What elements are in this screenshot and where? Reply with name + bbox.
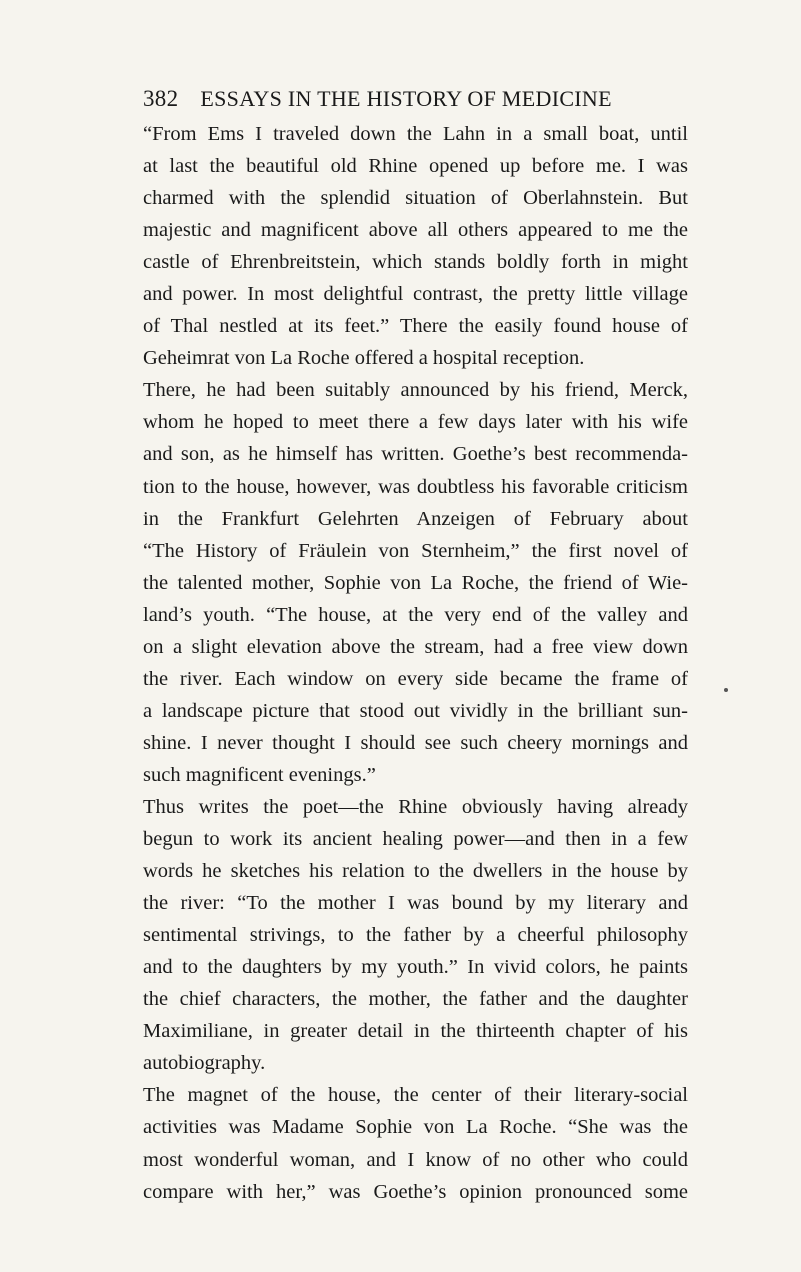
text-line: the chief characters, the mother, the father and the daughter	[143, 988, 688, 1011]
text-line: in the Frankfurt Gelehrten Anzeigen of February about	[143, 507, 688, 530]
page-header	[143, 86, 703, 116]
text-line: the talented mother, Sophie von La Roche, the friend of Wie-	[143, 571, 688, 594]
text-line: autobiography.	[143, 1052, 266, 1075]
text-line: Geheimrat von La Roche offered a hospital reception.	[143, 347, 585, 370]
text-line: land’s youth. “The house, at the very end of the valley and	[143, 603, 688, 626]
text-line: There, he had been suitably announced by his friend, Merck,	[143, 379, 688, 402]
text-line: of Thal nestled at its feet.” There the easily found house of	[143, 315, 688, 338]
text-line: most wonderful woman, and I know of no other who could	[143, 1148, 688, 1171]
text-line: activities was Madame Sophie von La Roche. “She was the	[143, 1116, 688, 1139]
running-head: ESSAYS IN THE HISTORY OF MEDICINE	[200, 86, 612, 111]
text-line: and power. In most delightful contrast, the pretty little village	[143, 283, 688, 306]
page-number: 382	[143, 86, 179, 111]
text-line: and to the daughters by my youth.” In vivid colors, he paints	[143, 956, 688, 979]
text-line: Thus writes the poet—the Rhine obviously having already	[143, 795, 688, 818]
text-line: sentimental strivings, to the father by a cheerful philosophy	[143, 924, 688, 947]
ink-speck	[724, 688, 728, 692]
text-line: such magnificent evenings.”	[143, 763, 376, 786]
text-line: the river. Each window on every side became the frame of	[143, 667, 688, 690]
text-line: “The History of Fräulein von Sternheim,” the first novel of	[143, 539, 688, 562]
text-line: begun to work its ancient healing power—and then in a few	[143, 828, 688, 851]
text-line: castle of Ehrenbreitstein, which stands boldly forth in might	[143, 251, 688, 274]
text-line: the river: “To the mother I was bound by my literary and	[143, 892, 688, 915]
body-text	[143, 118, 688, 1208]
text-line: The magnet of the house, the center of their literary-social	[143, 1084, 688, 1107]
text-line: majestic and magnificent above all others appeared to me the	[143, 219, 688, 242]
text-line: shine. I never thought I should see such cheery mornings and	[143, 731, 688, 754]
text-line: words he sketches his relation to the dwellers in the house by	[143, 860, 688, 883]
text-line: whom he hoped to meet there a few days later with his wife	[143, 411, 688, 434]
text-line: “From Ems I traveled down the Lahn in a small boat, until	[143, 123, 688, 145]
text-line: and son, as he himself has written. Goethe’s best recommenda-	[143, 443, 688, 466]
text-line: at last the beautiful old Rhine opened up before me. I was	[143, 155, 688, 178]
text-line: Maximiliane, in greater detail in the thirteenth chapter of his	[143, 1020, 688, 1043]
text-line: a landscape picture that stood out vividly in the brilliant sun-	[143, 699, 688, 722]
text-line: tion to the house, however, was doubtless his favorable criticism	[143, 475, 688, 498]
text-line: charmed with the splendid situation of Oberlahnstein. But	[143, 187, 688, 210]
text-line: on a slight elevation above the stream, had a free view down	[143, 635, 688, 658]
text-line: compare with her,” was Goethe’s opinion pronounced some	[143, 1180, 688, 1203]
